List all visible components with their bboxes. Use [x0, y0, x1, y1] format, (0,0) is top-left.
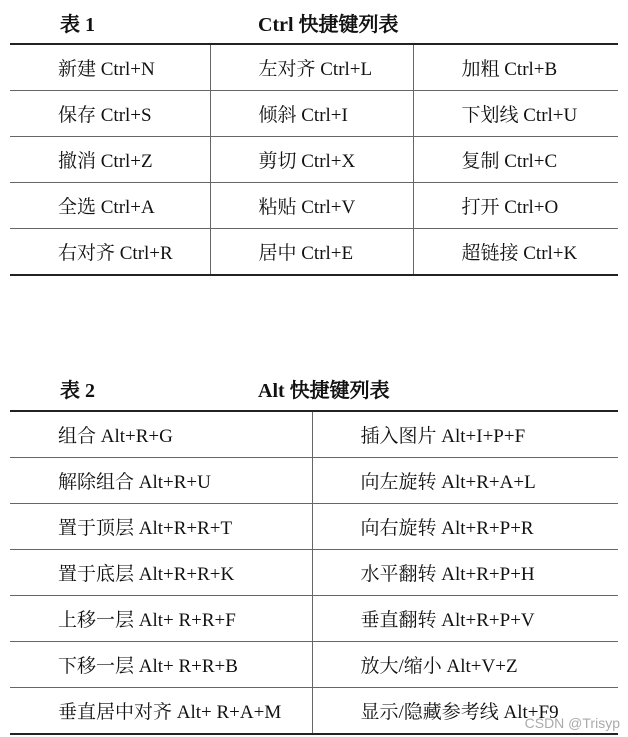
table-cell: 向右旋转 Alt+R+P+R: [312, 504, 618, 550]
table-cell: 加粗 Ctrl+B: [413, 44, 618, 91]
table-row: [10, 229, 618, 276]
table-cell: 插入图片 Alt+I+P+F: [312, 411, 618, 458]
table-row: [10, 44, 618, 91]
table-cell: 左对齐 Ctrl+L: [210, 44, 413, 91]
table-cell: 剪切 Ctrl+X: [210, 137, 413, 183]
table-cell: 放大/缩小 Alt+V+Z: [312, 642, 618, 688]
table-cell: 复制 Ctrl+C: [413, 137, 618, 183]
table-cell: 下移一层 Alt+ R+R+B: [10, 642, 312, 688]
table-row: [10, 504, 618, 550]
table-cell: 打开 Ctrl+O: [413, 183, 618, 229]
table-cell: 显示/隐藏参考线 Alt+F9: [312, 688, 618, 735]
table-cell: 垂直居中对齐 Alt+ R+A+M: [10, 688, 312, 735]
table-cell: 全选 Ctrl+A: [10, 183, 210, 229]
table-row: [10, 183, 618, 229]
table-row: [10, 411, 618, 458]
table-cell: 解除组合 Alt+R+U: [10, 458, 312, 504]
table-cell: 新建 Ctrl+N: [58, 59, 155, 80]
table-cell: 置于底层 Alt+R+R+K: [10, 550, 312, 596]
table-cell: 粘贴 Ctrl+V: [210, 183, 413, 229]
table-cell: 居中 Ctrl+E: [210, 229, 413, 276]
table-cell: 保存 Ctrl+S: [10, 91, 210, 137]
table-cell: 组合 Alt+R+G: [58, 426, 173, 447]
table1-caption: [0, 4, 628, 34]
table-cell: 超链接 Ctrl+K: [413, 229, 618, 276]
table2-number: 表 2: [60, 380, 95, 402]
table-cell: 向左旋转 Alt+R+A+L: [312, 458, 618, 504]
table-cell: 水平翻转 Alt+R+P+H: [312, 550, 618, 596]
table1-number: 表 1: [60, 14, 95, 36]
table-row: [10, 137, 618, 183]
table-cell: 撤消 Ctrl+Z: [10, 137, 210, 183]
table-cell: 垂直翻转 Alt+R+P+V: [312, 596, 618, 642]
alt-shortcut-table: [10, 410, 618, 735]
table-cell: 上移一层 Alt+ R+R+F: [10, 596, 312, 642]
table-row: [10, 458, 618, 504]
table2-title: Alt 快捷键列表: [258, 380, 390, 402]
table2-caption: [0, 370, 628, 400]
table-cell: 倾斜 Ctrl+I: [210, 91, 413, 137]
ctrl-shortcut-table: [10, 43, 618, 276]
table-row: [10, 596, 618, 642]
table-cell: 下划线 Ctrl+U: [413, 91, 618, 137]
watermark: CSDN @Trisyp: [524, 715, 620, 731]
table-cell: 置于顶层 Alt+R+R+T: [10, 504, 312, 550]
table1-title: Ctrl 快捷键列表: [258, 14, 399, 36]
table-row: [10, 550, 618, 596]
table-cell: 右对齐 Ctrl+R: [10, 229, 210, 276]
table-row: [10, 91, 618, 137]
table-row: [10, 642, 618, 688]
